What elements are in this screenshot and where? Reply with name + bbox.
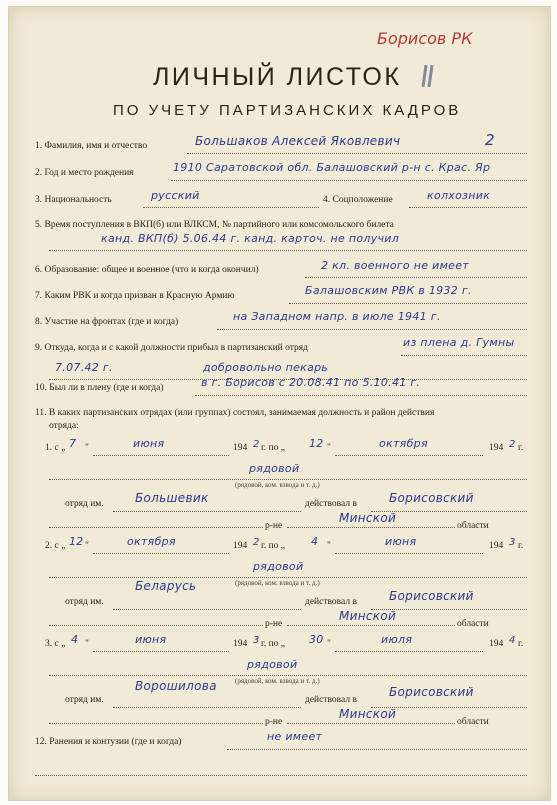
unit-quote: " [327,639,331,649]
field-1-value: Большаков Алексей Яковлевич [195,134,401,148]
unit-oblast-line [287,625,455,626]
unit-to-year: 2 [509,439,516,450]
field-8-label: 8. Участие на фронтах (где и когда) [35,317,179,327]
field-9-value-3: добровольно пекарь [203,361,329,374]
field-3-label: 3. Национальность [35,195,112,205]
unit-oblasti-label: области [457,717,489,727]
unit-to-day: 30 [309,633,324,646]
field-9-line [401,355,527,356]
unit-position-hint: (рядовой, ком. взвода и т. д.) [235,677,320,685]
field-5-label: 5. Время поступления в ВКП(б) или ВЛКСМ, № партийного или комсомольского билета [35,220,394,230]
unit-from-year: 2 [253,439,260,450]
field-4-value: колхозник [427,189,491,202]
field-5-value: канд. ВКП(б) 5.06.44 г. канд. карточ. не получил [101,232,400,245]
field-6-value: 2 кл. военного не имеет [321,259,470,272]
unit-year-pre: 194 [233,443,248,453]
unit-position: рядовой [253,560,304,573]
unit-deystvoval-label: действовал в [305,695,357,705]
unit-number: 2. с „ [45,541,66,551]
unit-g-po: г. по „ [261,639,286,649]
field-12-line-2 [35,775,527,776]
field-10-label: 10. Был ли в плену (где и когда) [35,383,164,393]
field-1-mark: 2 [485,131,495,149]
field-7-label: 7. Каким РВК и когда призван в Красную Армию [35,291,235,301]
unit-to-line [335,455,483,456]
title-pencil-mark [421,65,427,87]
field-4-label: 4. Соцположение [323,195,393,205]
unit-number: 3. с „ [45,639,66,649]
unit-from-line [93,455,229,456]
field-7-value: Балашовским РВК в 1932 г. [305,284,472,297]
unit-year-pre: 194 [233,541,248,551]
unit-oblasti-label: области [457,619,489,629]
unit-oblasti-label: области [457,521,489,531]
annotation-top: Борисов РК [377,29,473,48]
unit-otryad-label: отряд им. [65,597,104,607]
field-9-label: 9. Откуда, когда и с какой должности прибыл в партизанский отряд [35,343,308,353]
unit-oblast: Минской [339,707,397,721]
unit-to-year: 4 [509,635,516,646]
unit-quote: " [85,541,89,551]
unit-rne-label: р-не [265,619,283,629]
field-10-value: в г. Борисов с 20.08.41 по 5.10.41 г. [201,376,421,389]
field-3-line [143,207,319,208]
field-1-line [187,153,527,154]
unit-year-pre: 194 [233,639,248,649]
unit-oblast: Минской [339,511,397,525]
page-title: ЛИЧНЫЙ ЛИСТОК [153,63,402,91]
unit-to-month: июня [385,535,417,548]
unit-g: г. [518,639,524,649]
unit-rne-line-left [49,625,263,626]
unit-to-line [335,651,483,652]
unit-g: г. [518,541,524,551]
unit-position-line [49,675,527,676]
field-9-value: из плена д. Гумны [403,336,515,349]
document-sheet [8,6,551,801]
unit-position: рядовой [247,658,298,671]
field-12-line [227,749,527,750]
unit-to-year: 3 [509,537,516,548]
unit-deystvoval-label: действовал в [305,597,357,607]
unit-deystvoval-label: действовал в [305,499,357,509]
unit-from-month: июня [135,633,167,646]
unit-district: Борисовский [389,589,474,603]
unit-from-month: октября [127,535,176,548]
unit-from-line [93,651,229,652]
unit-otryad-label: отряд им. [65,695,104,705]
field-3-value: русский [151,189,200,202]
unit-g-po: г. по „ [261,541,286,551]
unit-otryad-line [113,707,301,708]
unit-from-line [93,553,229,554]
unit-quote: " [85,639,89,649]
unit-g-po: г. по „ [261,443,286,453]
unit-otryad: Ворошилова [135,679,217,693]
unit-from-year: 2 [253,537,260,548]
unit-rne-label: р-не [265,717,283,727]
unit-year-pre: 194 [489,443,504,453]
unit-from-day: 12 [69,535,84,548]
unit-otryad-line [113,511,301,512]
unit-district: Борисовский [389,491,474,505]
unit-year-pre: 194 [489,639,504,649]
field-7-line [289,303,527,304]
field-6-line [305,277,527,278]
unit-position-hint: (рядовой, ком. взвода и т. д.) [235,481,320,489]
field-12-value: не имеет [267,730,323,743]
unit-rne-line-left [49,723,263,724]
unit-position-line [49,577,527,578]
unit-otryad-line [113,609,301,610]
field-8-line [217,329,527,330]
unit-to-month: октября [379,437,428,450]
unit-quote: " [85,443,89,453]
unit-rne-label: р-не [265,521,283,531]
unit-from-day: 7 [69,437,77,450]
field-6-label: 6. Образование: общее и военное (что и когда окончил) [35,265,259,275]
field-2-value: 1910 Саратовской обл. Балашовский р-н с. Крас. Яр [173,161,491,174]
unit-position-line [49,479,527,480]
field-5-line [49,250,527,251]
field-11-label: 11. В каких партизанских отрядах (или группах) состоял, занимаемая должность и район действия [35,408,435,418]
unit-quote: " [327,443,331,453]
field-10-line [195,395,527,396]
field-12-label: 12. Ранения и контузии (где и когда) [35,737,182,747]
unit-from-day: 4 [71,633,79,646]
unit-oblast: Минской [339,609,397,623]
field-2-line [171,180,527,181]
unit-district: Борисовский [389,685,474,699]
unit-to-line [335,553,483,554]
unit-year-pre: 194 [489,541,504,551]
unit-to-month: июля [381,633,413,646]
field-2-label: 2. Год и место рождения [35,168,134,178]
field-9-value-2: 7.07.42 г. [55,361,113,374]
unit-to-day: 12 [309,437,324,450]
field-11-label-2: отряда: [49,421,79,431]
unit-oblast-line [287,527,455,528]
unit-rne-line-left [49,527,263,528]
unit-g: г. [518,443,524,453]
unit-to-day: 4 [311,535,319,548]
field-1-label: 1. Фамилия, имя и отчество [35,141,148,151]
unit-from-month: июня [133,437,165,450]
unit-otryad: Беларусь [135,579,197,593]
unit-quote: " [327,541,331,551]
field-8-value: на Западном напр. в июле 1941 г. [233,310,441,323]
unit-oblast-line [287,723,455,724]
unit-number: 1. с „ [45,443,66,453]
unit-otryad: Большевик [135,491,209,505]
unit-otryad-label: отряд им. [65,499,104,509]
unit-position: рядовой [249,462,300,475]
title-pencil-mark [427,65,433,87]
page-subtitle: ПО УЧЕТУ ПАРТИЗАНСКИХ КАДРОВ [113,102,462,119]
unit-from-year: 3 [253,635,260,646]
field-4-line [409,207,527,208]
unit-position-hint: (рядовой, ком. взвода и т. д.) [235,579,320,587]
